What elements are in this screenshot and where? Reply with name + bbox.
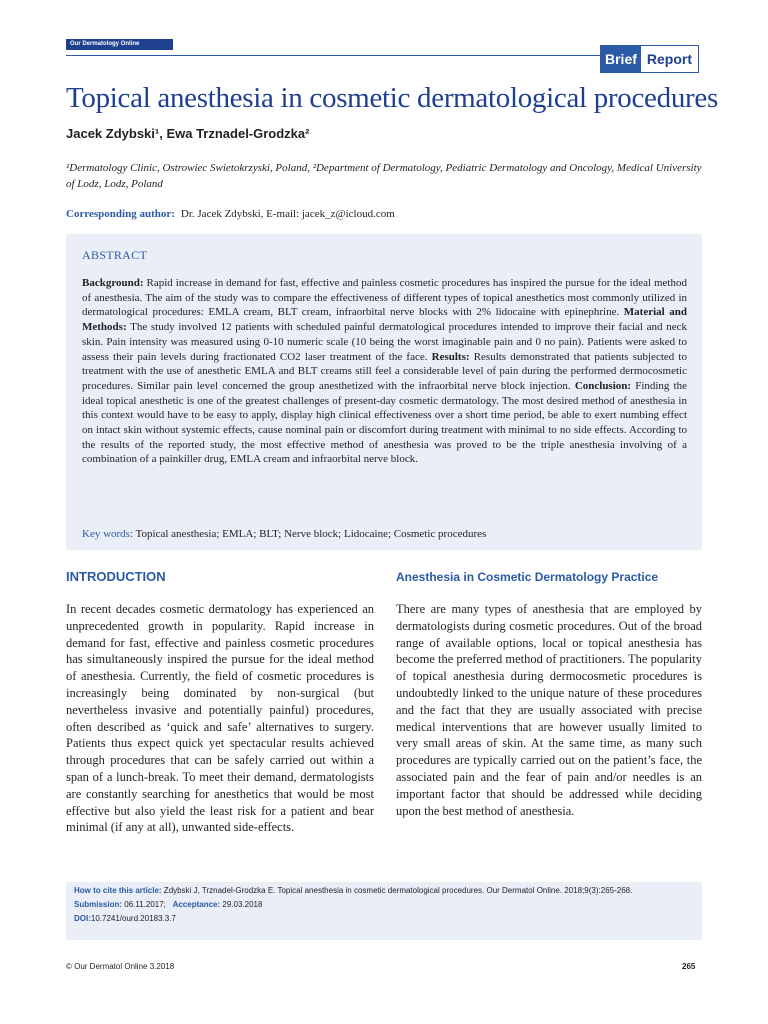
journal-name-tab: Our Dermatology Online xyxy=(66,39,173,50)
cite-label: How to cite this article: xyxy=(74,886,162,895)
how-to-cite xyxy=(74,886,632,895)
dates-line xyxy=(74,900,262,909)
article-type-badge xyxy=(600,45,699,73)
article-type-part1: Brief xyxy=(601,46,641,72)
abstract-heading: ABSTRACT xyxy=(82,248,148,262)
introduction-heading: INTRODUCTION xyxy=(66,569,166,584)
results-label: Results: xyxy=(431,350,470,363)
conclusion-text: Finding the ideal topical anesthetic is one of the greatest challenges of present-day cosmetic dermatology. The most desired method of anesthesia in this context would have to be easy to apply, display high clinical effectiveness over a short time period, be able to exert numbing effect on intact skin without systemic effects, cause nominal pain or discomfort during treatment with minimal to no side effects. According to the results of the reported study, the most effective method of anesthesia was proved to be the triple anesthesia involving of a combination of a painkiller drug, EMLA cream and infraorbital nerve block. xyxy=(82,379,687,466)
corresponding-value: Dr. Jacek Zdybski, E-mail: jacek_z@icloud.com xyxy=(180,208,395,220)
keywords xyxy=(82,528,486,540)
methods-label: Material and Methods: xyxy=(82,306,687,334)
doi-line xyxy=(74,914,176,923)
background-text: Rapid increase in demand for fast, effective and painless cosmetic procedures has inspired the pursue for the ideal method of anesthesia. The aim of the study was to compare the effectiveness of different types of topical anesthetics most commonly utilized in dermatological procedures: EMLA cream, BLT cream, infraorbital nerve blocks with 2% lidocaine with epinephrine. xyxy=(82,277,687,319)
cite-text: Zdybski J, Trznadel-Grodzka E. Topical anesthesia in cosmetic dermatological procedures. Our Dermatol Online. 2018;9(3):265-268. xyxy=(161,886,633,895)
article-authors: Jacek Zdybski¹, Ewa Trznadel-Grodzka² xyxy=(66,126,310,141)
doi-label: DOI: xyxy=(74,914,91,923)
methods-text: The study involved 12 patients with scheduled painful dermatological procedures intended to improve their facial and neck skin. Pain intensity was measured using 0-10 numeric scale (10 being the worst imaginable pain and 0 no pain). Patients were asked to assess their pain levels during fractionated CO2 laser treatment of the face. xyxy=(82,321,687,363)
keywords-list: Topical anesthesia; EMLA; BLT; Nerve block; Lidocaine; Cosmetic procedures xyxy=(133,528,487,540)
submission-value: 06.11.2017; xyxy=(122,900,166,909)
doi-value: 10.7241/ourd.20183.3.7 xyxy=(90,914,176,923)
article-title: Topical anesthesia in cosmetic dermatological procedures xyxy=(66,82,718,114)
abstract-body xyxy=(82,276,687,467)
keywords-label: Key words: xyxy=(82,528,134,540)
acceptance-label: Acceptance: xyxy=(172,900,221,909)
acceptance-value: 29.03.2018 xyxy=(220,900,263,909)
page-number: 265 xyxy=(682,962,696,971)
submission-label: Submission: xyxy=(74,900,123,909)
header-rule xyxy=(66,55,612,56)
article-type-part2: Report xyxy=(641,46,698,72)
corresponding-label: Corresponding author: xyxy=(66,208,175,220)
results-text: Results demonstrated that patients subjected to treatment with the use of anesthetic EMLA and BLT creams still feel a considerable level of pain during the performed dermocosmetic procedures. Similar pain level concerned the group anesthetized with the infraorbital nerve block injection. xyxy=(82,350,687,392)
background-label: Background: xyxy=(82,277,144,289)
footer-copyright: © Our Dermatol Online 3.2018 xyxy=(66,962,175,971)
conclusion-label: Conclusion: xyxy=(574,379,632,392)
practice-text: There are many types of anesthesia that are employed by dermatologists during cosmetic procedures. Out of the broad range of available options, local or topical anesthesia has become the preferred method of practitioners. The popularity of topical anesthesia during dermocosmetic procedures is undoubtedly linked to the unique nature of these procedures and the fact that they are usually associated with precise medical interventions that are however usually limited to very small areas of skin. At the same time, as many such procedures are typically carried out on the patient’s face, the associated pain and the fear of pain and/or needles is an important factor that should be addressed while deciding upon the best method of anesthesia. xyxy=(396,602,702,818)
author-affiliations: ¹Dermatology Clinic, Ostrowiec Swietokrzyski, Poland, ²Department of Dermatology, Pediatric Dermatology and Oncology, Medical University of Lodz, Lodz, Poland xyxy=(66,162,702,190)
introduction-text: In recent decades cosmetic dermatology has experienced an unprecedented growth in popularity. Rapid increase in demand for fast, effective and painless cosmetic procedures has simultaneously inspired the pursue for the ideal method of anesthesia. Currently, the field of cosmetic procedures is increasingly being dominated by non-surgical (but nevertheless invasive and potentially painful) procedures, often described as ‘quick and safe’ alternatives to surgery. Patients thus expect quick yet spectacular results achieved through procedures that can be safely carried out within a span of a lunch-break. To meet their demand, dermatologists are constantly searching for anesthetics that would be most effective but also yield the least risk for a patient and bear minimal (if any at all), unwanted side-effects. xyxy=(66,602,374,835)
corresponding-author xyxy=(66,208,395,220)
practice-heading: Anesthesia in Cosmetic Dermatology Practice xyxy=(396,570,659,584)
